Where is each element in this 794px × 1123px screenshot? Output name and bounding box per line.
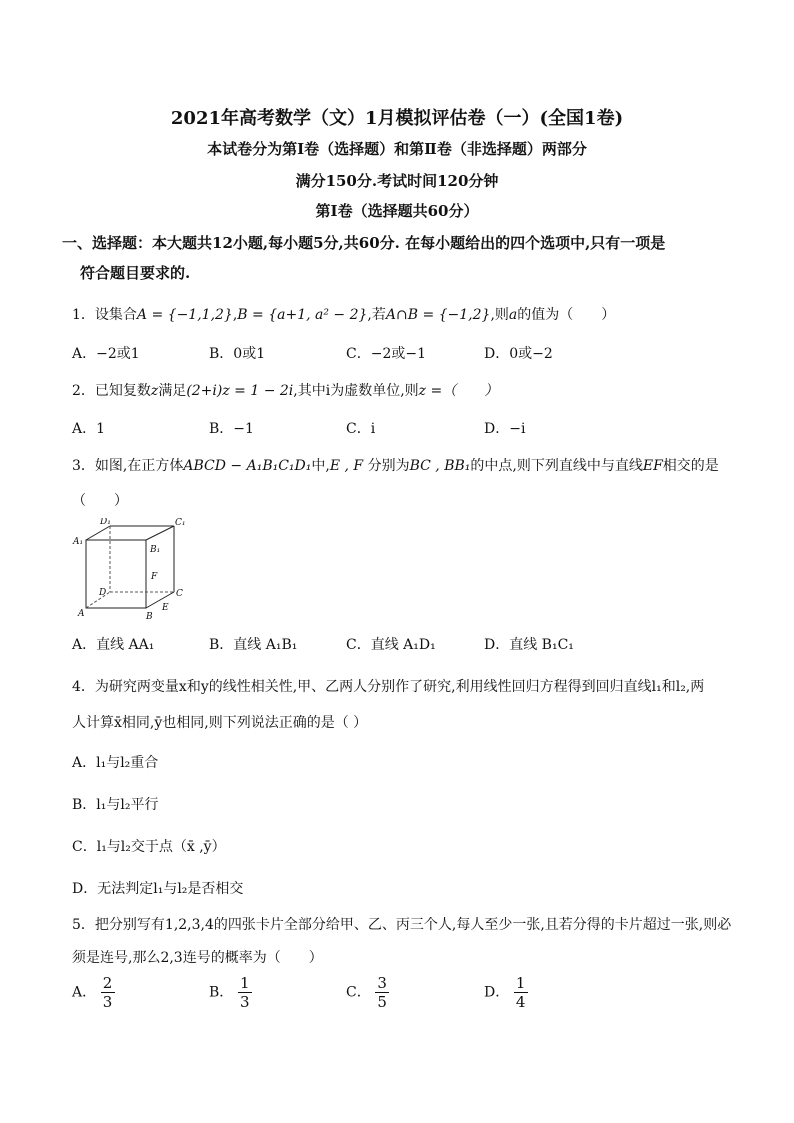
exam-subtitle: 本试卷分为第Ⅰ卷（选择题）和第Ⅱ卷（非选择题）两部分 (207, 140, 587, 158)
question-2 (72, 380, 498, 400)
option-label: B． (209, 984, 234, 1001)
cube-edge (146, 526, 174, 540)
question-number: 5． (72, 917, 95, 933)
question-text: 的中点,则下列直线中与直线 (470, 458, 643, 474)
label-a1: A₁ (73, 537, 84, 547)
question-text: 满足 (158, 383, 187, 399)
label-f: F (151, 572, 158, 582)
option-label: A． (72, 984, 97, 1001)
math-points: E , F (329, 458, 364, 474)
q2-option-c: C．i (346, 421, 376, 437)
question-text: 中, (311, 458, 330, 474)
cube-edge (146, 592, 174, 608)
math-line-ef: EF (642, 458, 663, 474)
label-c: C (176, 589, 183, 599)
question-text: ,若 (367, 307, 386, 323)
q5-option-c (346, 974, 389, 1011)
part-heading: 第Ⅰ卷（选择题共60分） (315, 202, 479, 220)
question-text: 把分别写有1,2,3,4的四张卡片全部分给甲、乙、丙三个人,每人至少一张,且若分得的卡片超过一张,则必 (94, 917, 732, 933)
fraction (101, 974, 115, 1011)
question-text: 的值为（ ） (517, 307, 616, 323)
math-segments: BC , BB₁ (409, 458, 471, 474)
denominator: 3 (239, 993, 250, 1011)
question-4-line1 (72, 676, 704, 696)
cube-hidden-edge (86, 592, 110, 608)
q5-option-a (72, 974, 115, 1011)
question-5-line2: 须是连号,那么2,3连号的概率为（ ） (72, 950, 323, 966)
cube-edge (86, 526, 110, 540)
cube-front-face (86, 540, 146, 608)
question-number: 4． (72, 679, 95, 695)
q4-option-c: C．l₁与l₂交于点（x̄ ,ȳ） (72, 839, 226, 855)
q3-option-b: B．直线 A₁B₁ (209, 637, 298, 653)
math-variable: a (508, 307, 518, 323)
question-text: 分别为 (363, 458, 410, 474)
question-text: 为研究两变量x和y的线性相关性,甲、乙两人分别作了研究,利用线性回归方程得到回归直线l₁和l₂,两 (94, 679, 705, 695)
q4-option-d: D．无法判定l₁与l₂是否相交 (72, 881, 244, 897)
q1-option-b: B．0或1 (209, 346, 266, 362)
question-number: 2． (72, 383, 95, 399)
math-equation: (2+i)z = 1 − 2i (186, 383, 294, 399)
q4-option-b: B．l₁与l₂平行 (72, 797, 159, 813)
fraction (514, 974, 528, 1011)
exam-score-time: 满分150分.考试时间120分钟 (295, 172, 499, 190)
question-3 (72, 455, 719, 475)
label-c1: C₁ (175, 518, 186, 528)
fraction (375, 974, 389, 1011)
numerator: 1 (515, 974, 526, 992)
q4-option-a: A．l₁与l₂重合 (72, 755, 159, 771)
question-5-line1 (72, 914, 731, 934)
question-3-paren: （ ） (72, 493, 128, 509)
cube-figure (70, 518, 190, 622)
q3-option-d: D．直线 B₁C₁ (484, 637, 574, 653)
label-d1: D₁ (100, 518, 111, 527)
question-text: 设集合 (94, 307, 137, 323)
q5-option-d (484, 974, 528, 1011)
question-text: , (232, 307, 238, 323)
q5-option-b (209, 974, 252, 1011)
numerator: 2 (102, 974, 113, 992)
question-text: ,其中i为虚数单位,则 (293, 383, 419, 399)
q2-option-d: D．−i (484, 421, 526, 437)
option-label: C． (346, 984, 371, 1001)
q2-option-b: B．−1 (209, 421, 254, 437)
exam-title: 2021年高考数学（文）1月模拟评估卷（一）(全国1卷) (170, 108, 624, 129)
math-set-b: B = {a+1, a² − 2} (237, 307, 368, 323)
fraction (238, 974, 252, 1011)
question-text: 已知复数 (94, 383, 151, 399)
question-4-line2: 人计算x̄相同,ȳ也相同,则下列说法正确的是（ ） (72, 715, 368, 731)
section-instructions-line1: 一、选择题：本大题共12小题,每小题5分,共60分. 在每小题给出的四个选项中,只有一项是 (62, 234, 666, 252)
question-text: 如图,在正方体 (94, 458, 184, 474)
denominator: 5 (377, 993, 387, 1011)
label-b1: B₁ (150, 545, 161, 555)
label-e: E (162, 603, 169, 613)
q1-option-a: A．−2或1 (72, 346, 140, 362)
question-text: 相交的是 (662, 458, 719, 474)
q1-option-d: D．0或−2 (484, 346, 553, 362)
q3-option-a: A．直线 AA₁ (72, 637, 155, 653)
option-label: D． (484, 984, 510, 1001)
denominator: 3 (102, 993, 113, 1011)
denominator: 4 (515, 993, 526, 1011)
numerator: 1 (239, 974, 250, 992)
label-d: D (99, 588, 107, 598)
math-set-a: A = {−1,1,2} (136, 307, 233, 323)
section-instructions-line2: 符合题目要求的. (80, 264, 191, 282)
question-number: 1． (72, 307, 95, 323)
question-number: 3． (72, 458, 95, 474)
q3-option-c: C．直线 A₁D₁ (346, 637, 436, 653)
math-cube: ABCD − A₁B₁C₁D₁ (183, 458, 312, 474)
q1-option-c: C．−2或−1 (346, 346, 426, 362)
label-b: B (146, 612, 153, 622)
label-a: A (78, 609, 85, 619)
math-variable: z (150, 383, 159, 399)
math-answer-blank: z =（ ） (418, 383, 499, 399)
numerator: 3 (377, 974, 387, 992)
math-condition: A∩B = {−1,2} (385, 307, 491, 323)
question-1 (72, 304, 615, 324)
question-text: ,则 (490, 307, 509, 323)
q2-option-a: A．1 (72, 421, 106, 437)
